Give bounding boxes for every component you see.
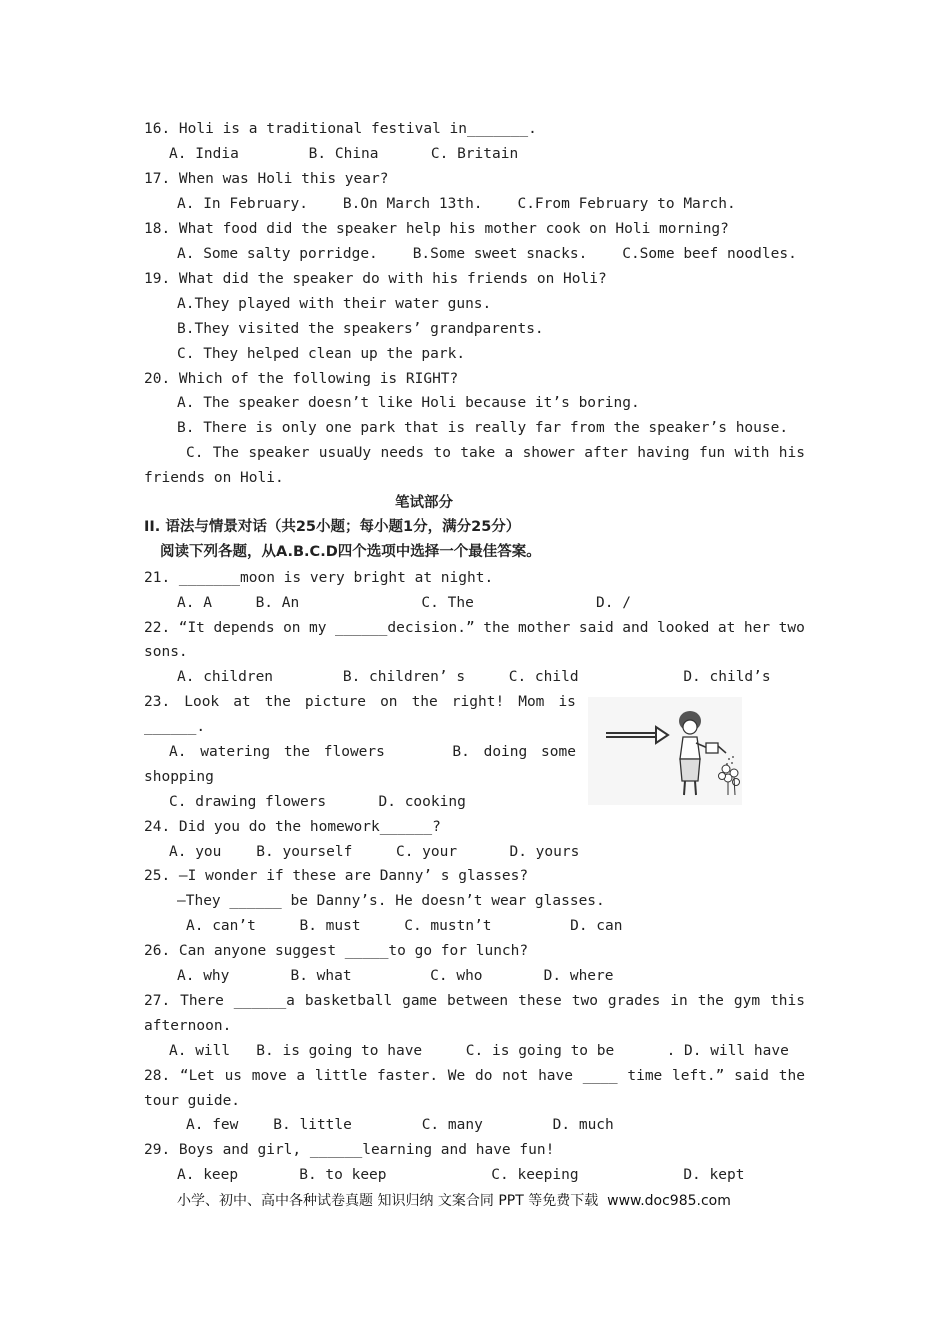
question-19-option-b: B.They visited the speakers’ grandparents. (177, 321, 544, 337)
question-23-blank: ______. (144, 719, 206, 735)
question-25-stem: 25. —I wonder if these are Danny’ s glasses? (144, 868, 529, 884)
question-26-stem: 26. Can anyone suggest _____to go for lunch? (144, 943, 529, 959)
question-18-stem: 18. What food did the speaker help his mother cook on Holi morning? (144, 221, 729, 237)
question-27-stem: 27. There ______a basketball game between these two grades in the gym this (144, 993, 805, 1009)
question-16-options: A. India B. China C. Britain (169, 146, 519, 162)
question-24-stem: 24. Did you do the homework______? (144, 819, 441, 835)
question-19-option-a: A.They played with their water guns. (177, 296, 492, 312)
question-20-option-b: B. There is only one park that is really far from the speaker’s house. (177, 420, 789, 436)
question-18-options: A. Some salty porridge. B.Some sweet snacks. C.Some beef noodles. (177, 246, 797, 262)
question-25-line2: —They ______ be Danny’s. He doesn’t wear glasses. (177, 893, 605, 909)
question-20-option-a: A. The speaker doesn’t like Holi because it’s boring. (177, 395, 640, 411)
question-23-options-line1: A. watering the flowers B. doing some (169, 744, 576, 760)
question-20-stem: 20. Which of the following is RIGHT? (144, 371, 459, 387)
question-23-options-line2: C. drawing flowers D. cooking (169, 794, 466, 810)
question-21-options: A. A B. An C. The D. / (177, 595, 631, 611)
question-17-options: A. In February. B.On March 13th. C.From February to March. (177, 196, 736, 212)
watering-flowers-picture (588, 697, 742, 805)
question-23-stem: 23. Look at the picture on the right! Mom is (144, 694, 576, 710)
section-instruction: 阅读下列各题，从A.B.C.D四个选项中选择一个最佳答案。 (160, 544, 541, 560)
question-20-option-c: C. The speaker usuaUy needs to take a shower after having fun with his (186, 445, 805, 461)
question-28-stem: 28. “Let us move a little faster. We do not have ____ time left.” said the (144, 1068, 805, 1084)
footer-watermark: 小学、初中、高中各种试卷真题 知识归纳 文案合同 PPT 等免费下载 www.doc985.com (177, 1193, 731, 1209)
question-28-options: A. few B. little C. many D. much (186, 1117, 614, 1133)
question-23-options-continued: shopping (144, 769, 214, 785)
question-22-stem-continued: sons. (144, 644, 188, 660)
question-29-options: A. keep B. to keep C. keeping D. kept (177, 1167, 745, 1183)
section-heading: II. 语法与情景对话（共25小题；每小题1分，满分25分） (144, 519, 521, 535)
question-21-stem: 21. _______moon is very bright at night. (144, 570, 494, 586)
question-19-option-c: C. They helped clean up the park. (177, 346, 466, 362)
section-title: 笔试部分 (395, 495, 453, 511)
question-25-options: A. can’t B. must C. mustn’t D. can (186, 918, 623, 934)
question-28-stem-continued: tour guide. (144, 1093, 241, 1109)
question-20-option-c-continued: friends on Holi. (144, 470, 284, 486)
question-22-options: A. children B. children’ s C. child D. child’s (177, 669, 771, 685)
question-29-stem: 29. Boys and girl, ______learning and have fun! (144, 1142, 555, 1158)
question-27-options: A. will B. is going to have C. is going to be . D. will have (169, 1043, 789, 1059)
question-17-stem: 17. When was Holi this year? (144, 171, 389, 187)
question-26-options: A. why B. what C. who D. where (177, 968, 614, 984)
question-16-stem: 16. Holi is a traditional festival in_______. (144, 121, 537, 137)
question-22-stem: 22. “It depends on my ______decision.” the mother said and looked at her two (144, 620, 805, 636)
question-24-options: A. you B. yourself C. your D. yours (169, 844, 580, 860)
question-19-stem: 19. What did the speaker do with his friends on Holi? (144, 271, 607, 287)
question-27-stem-continued: afternoon. (144, 1018, 232, 1034)
